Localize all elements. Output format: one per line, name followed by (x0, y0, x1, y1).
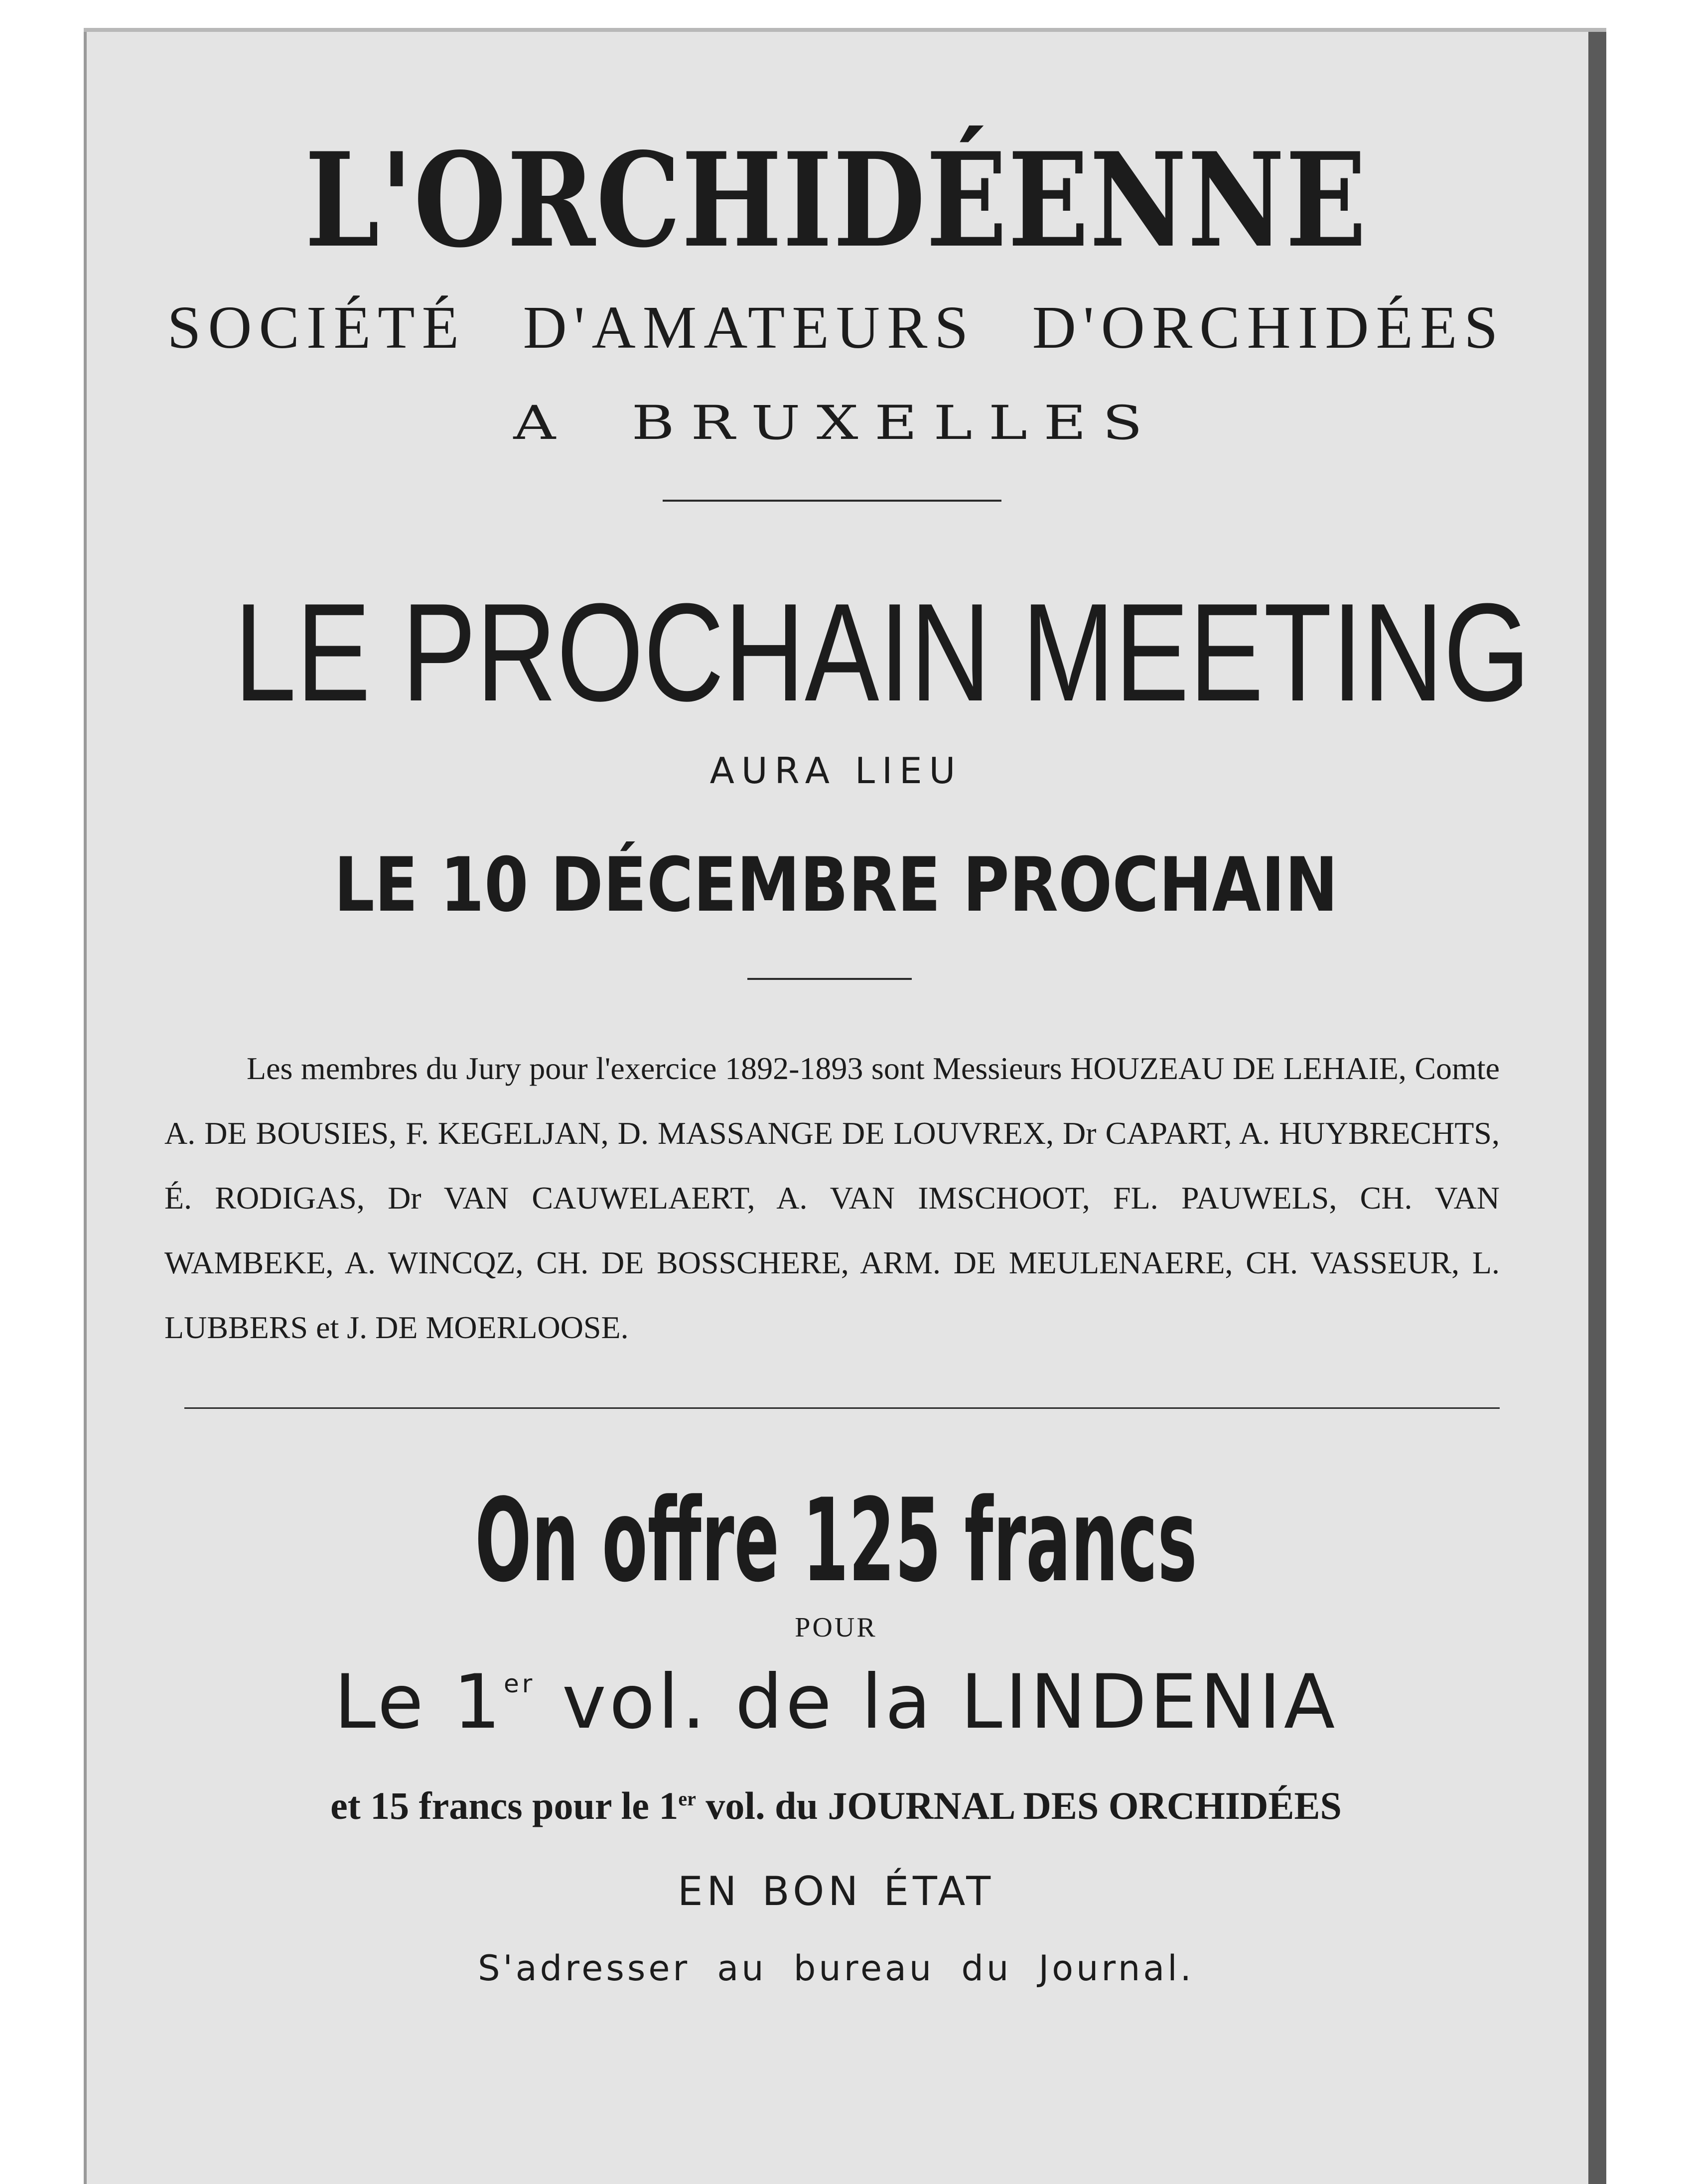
divider-rule-long (184, 1407, 1500, 1409)
jury-paragraph: Les membres du Jury pour l'exercice 1892-1893 sont Messieurs HOUZEAU DE LEHAIE, Comte A. DE BOUSIES, F. KEGELJAN, D. MASSANGE DE LOUVREX, Dr CAPART, A. HUYBRECHTS, É. RODIGAS, Dr VAN CAUWELAERT, A. VAN IMSCHOOT, FL. PAUWELS, CH. VAN WAMBEKE, A. WINCQZ, CH. DE BOSSCHERE, ARM. DE MEULENAERE, CH. VASSEUR, L. LUBBERS et J. DE MOERLOOSE. (164, 1051, 1500, 1345)
society-city: A BRUXELLES (513, 396, 1159, 450)
book-spine-shadow (1588, 32, 1606, 2184)
offer-condition: EN BON ÉTAT (677, 1868, 995, 1914)
offer-headline: On offre 125 francs (475, 1475, 1197, 1608)
offer-pour: POUR (795, 1612, 877, 1643)
meeting-subline: AURA LIEU (709, 750, 963, 792)
lindenia-text-pre: Le 1 (334, 1659, 504, 1746)
offer-lindenia (84, 1659, 1588, 1746)
meeting-date: LE 10 DÉCEMBRE PROCHAIN (334, 842, 1338, 929)
journal-text-pre: et 15 francs pour le 1 (330, 1784, 679, 1827)
page-title: L'ORCHIDÉENNE (304, 125, 1368, 276)
offer-journal (84, 1783, 1588, 1828)
divider-rule-short (747, 978, 912, 980)
lindenia-text-post: vol. de la LINDENIA (535, 1659, 1338, 1746)
offer-contact: S'adresser au bureau du Journal. (478, 1948, 1194, 1989)
divider-rule (663, 500, 1001, 502)
society-name: SOCIÉTÉ D'AMATEURS D'ORCHIDÉES (167, 294, 1505, 361)
journal-text-post: vol. du JOURNAL DES ORCHIDÉES (696, 1784, 1342, 1827)
lindenia-superscript: er (503, 1669, 536, 1698)
meeting-headline: LE PROCHAIN MEETING (234, 575, 1531, 730)
journal-superscript: er (678, 1787, 696, 1810)
